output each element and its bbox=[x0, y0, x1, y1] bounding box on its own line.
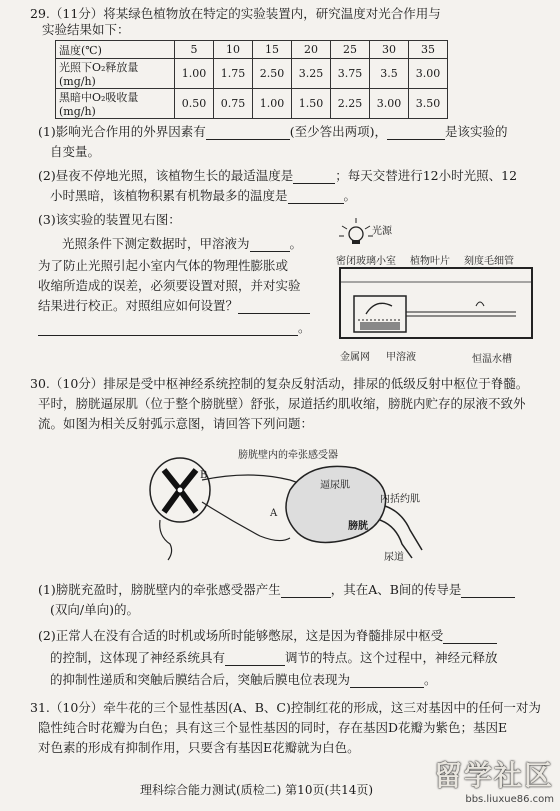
q30-stem-line1: 30.（10分）排尿是受中枢神经系统控制的复杂反射活动，排尿的低级反射中枢位于脊髓。 bbox=[30, 376, 529, 391]
q29-sub2-line1 bbox=[38, 168, 517, 184]
table-cell: 黑暗中O₂吸收量(mg/h) bbox=[56, 89, 175, 119]
q29-apparatus-figure bbox=[326, 216, 540, 366]
q30-sub1-line2: (双向/单向)的。 bbox=[50, 602, 139, 617]
q29-sub1-text-c: 是该实验的 bbox=[444, 124, 508, 139]
q29-stem-line1: 29.（11分）将某绿色植物放在特定的实验装置内，研究温度对光合作用与 bbox=[30, 6, 441, 21]
q29-sub3-text-c: 。 bbox=[289, 236, 303, 251]
q29-sub3-line4: 收缩所造成的误差，必须要设置对照，并对实验 bbox=[38, 278, 301, 293]
table-cell: 25 bbox=[331, 41, 370, 59]
watermark-brand-text: 留学社区 bbox=[433, 759, 554, 792]
table-row bbox=[56, 89, 448, 119]
label-sphincter: 内括约肌 bbox=[380, 494, 420, 505]
table-cell: 20 bbox=[292, 41, 331, 59]
q29-sub3-line6 bbox=[38, 320, 311, 336]
table-cell: 1.75 bbox=[214, 59, 253, 89]
leaf-icon bbox=[366, 303, 392, 314]
q31-stem-line2: 隐性纯合时花瓣为白色；具有这三个显性基因的同时，存在基因D花瓣为紫色；基因E bbox=[38, 720, 508, 735]
lamp-icon bbox=[339, 218, 373, 244]
q30-sub1-line1 bbox=[38, 582, 515, 598]
label-metal-mesh: 金属网 bbox=[340, 352, 370, 363]
table-cell: 3.00 bbox=[370, 89, 409, 119]
label-nerve-b: B bbox=[200, 470, 208, 481]
table-cell: 2.50 bbox=[253, 59, 292, 89]
q29-sub2-text-a: (2)昼夜不停地光照，该植物生长的最适温度是 bbox=[38, 168, 294, 183]
q29-sub2-text-b: ；每天交替进行12小时光照、12 bbox=[335, 168, 518, 183]
answer-blank[interactable] bbox=[387, 139, 445, 140]
q30-sub2-line2 bbox=[50, 650, 498, 666]
q30-sub1-text-a: (1)膀胱充盈时，膀胱壁内的牵张感受器产生 bbox=[38, 582, 281, 597]
table-cell: 35 bbox=[409, 41, 448, 59]
q29-sub3-line3: 为了防止光照引起小室内气体的物理性膨胀或 bbox=[38, 258, 289, 273]
q29-stem-line2: 实验结果如下： bbox=[42, 22, 130, 37]
q30-stem-line3: 流。如图为相关反射弧示意图，请回答下列问题： bbox=[38, 416, 314, 431]
watermark-brand bbox=[434, 754, 554, 794]
table-cell: 温度(℃) bbox=[56, 41, 175, 59]
spinal-cord-icon bbox=[150, 458, 210, 522]
label-chamber: 密闭玻璃小室 bbox=[336, 256, 396, 267]
q29-sub3-line1: (3)该实验的装置见右图： bbox=[38, 212, 181, 227]
solution-a bbox=[360, 322, 400, 330]
answer-blank[interactable] bbox=[225, 665, 285, 666]
q29-sub3-text-f: 结果进行校正。对照组应如何设置？ bbox=[38, 298, 239, 313]
table-header-row bbox=[56, 41, 448, 59]
q30-sub2-text-d: 的抑制性递质和突触后膜结合后，突触后膜电位表现为 bbox=[50, 672, 351, 687]
label-detrusor: 逼尿肌 bbox=[320, 480, 350, 491]
table-cell: 0.75 bbox=[214, 89, 253, 119]
q29-sub2-line2 bbox=[50, 188, 356, 204]
table-cell: 15 bbox=[253, 41, 292, 59]
q29-sub3-line5 bbox=[38, 298, 310, 314]
answer-blank[interactable] bbox=[288, 203, 344, 204]
answer-blank[interactable] bbox=[350, 687, 424, 688]
table-row bbox=[56, 59, 448, 89]
q30-stem-line2: 平时，膀胱逼尿肌（位于整个膀胱壁）舒张，尿道括约肌收缩，膀胱内贮存的尿液不致外 bbox=[38, 396, 526, 411]
q30-sub2-text-c: 调节的特点。这个过程中，神经元释放 bbox=[285, 650, 498, 665]
label-nerve-a: A bbox=[270, 508, 278, 519]
q29-sub1-text-a: (1)影响光合作用的外界因素有 bbox=[38, 124, 206, 139]
urethra-tube bbox=[385, 506, 422, 550]
table-cell: 3.50 bbox=[409, 89, 448, 119]
answer-blank[interactable] bbox=[293, 183, 335, 184]
label-solution: 甲溶液 bbox=[386, 352, 416, 363]
table-cell: 1.00 bbox=[175, 59, 214, 89]
label-light-source: 光源 bbox=[372, 226, 392, 237]
answer-blank[interactable] bbox=[443, 643, 497, 644]
q30-sub2-line1 bbox=[38, 628, 497, 644]
q29-sub1-text-b: (至少答出两项)， bbox=[289, 124, 387, 139]
watermark-url: bbs.liuxue86.com bbox=[465, 794, 554, 805]
table-cell: 3.5 bbox=[370, 59, 409, 89]
table-cell: 30 bbox=[370, 41, 409, 59]
table-cell: 3.25 bbox=[292, 59, 331, 89]
q29-sub3-text-b: 光照条件下测定数据时，甲溶液为 bbox=[62, 236, 250, 251]
answer-blank[interactable] bbox=[206, 139, 290, 140]
answer-blank[interactable] bbox=[461, 597, 515, 598]
q31-stem-line3: 对色素的形成有抑制作用，只要含有基因E花瓣就为白色。 bbox=[38, 740, 360, 755]
label-capillary: 刻度毛细管 bbox=[464, 256, 514, 267]
q30-sub1-text-b: ，其在A、B间的传导是 bbox=[330, 582, 462, 597]
q29-sub1-line2: 自变量。 bbox=[50, 144, 101, 159]
table-cell: 3.00 bbox=[409, 59, 448, 89]
answer-blank[interactable] bbox=[38, 335, 298, 336]
q30-sub2-text-b: 的控制，这体现了神经系统具有 bbox=[50, 650, 226, 665]
q29-sub3-text-g: 。 bbox=[298, 320, 311, 335]
q30-sub2-text-e: 。 bbox=[424, 672, 437, 687]
q29-results-table bbox=[55, 40, 448, 119]
table-cell: 1.50 bbox=[292, 89, 331, 119]
q29-sub3-line2 bbox=[62, 236, 302, 252]
label-water-bath: 恒温水槽 bbox=[472, 354, 512, 365]
q30-sub2-text-a: (2)正常人在没有合适的时机或场所时能够憋尿，这是因为脊髓排尿中枢受 bbox=[38, 628, 444, 643]
table-cell: 5 bbox=[175, 41, 214, 59]
table-cell: 10 bbox=[214, 41, 253, 59]
label-leaf: 植物叶片 bbox=[410, 256, 450, 267]
q30-sub2-line3 bbox=[50, 672, 437, 688]
label-stretch-receptor: 膀胱壁内的牵张感受器 bbox=[238, 450, 338, 461]
answer-blank[interactable] bbox=[250, 251, 290, 252]
label-bladder: 膀胱 bbox=[348, 521, 368, 532]
label-urethra: 尿道 bbox=[384, 552, 404, 563]
answer-blank[interactable] bbox=[238, 313, 310, 314]
q31-stem-line1: 31.（10分）牵牛花的三个显性基因(A、B、C)控制红花的形成，这三对基因中的任何一对为 bbox=[30, 700, 541, 715]
table-cell: 3.75 bbox=[331, 59, 370, 89]
page-footer: 理科综合能力测试(质检二) 第10页(共14页) bbox=[140, 783, 374, 797]
q29-sub1-line1 bbox=[38, 124, 508, 140]
q29-sub2-text-c: 小时黑暗，该植物积累有机物最多的温度是 bbox=[50, 188, 288, 203]
watermark bbox=[434, 754, 554, 805]
table-cell: 0.50 bbox=[175, 89, 214, 119]
table-cell: 光照下O₂释放量(mg/h) bbox=[56, 59, 175, 89]
table-cell: 1.00 bbox=[253, 89, 292, 119]
table-cell: 2.25 bbox=[331, 89, 370, 119]
q29-sub2-text-d: 。 bbox=[343, 188, 357, 203]
answer-blank[interactable] bbox=[281, 597, 331, 598]
